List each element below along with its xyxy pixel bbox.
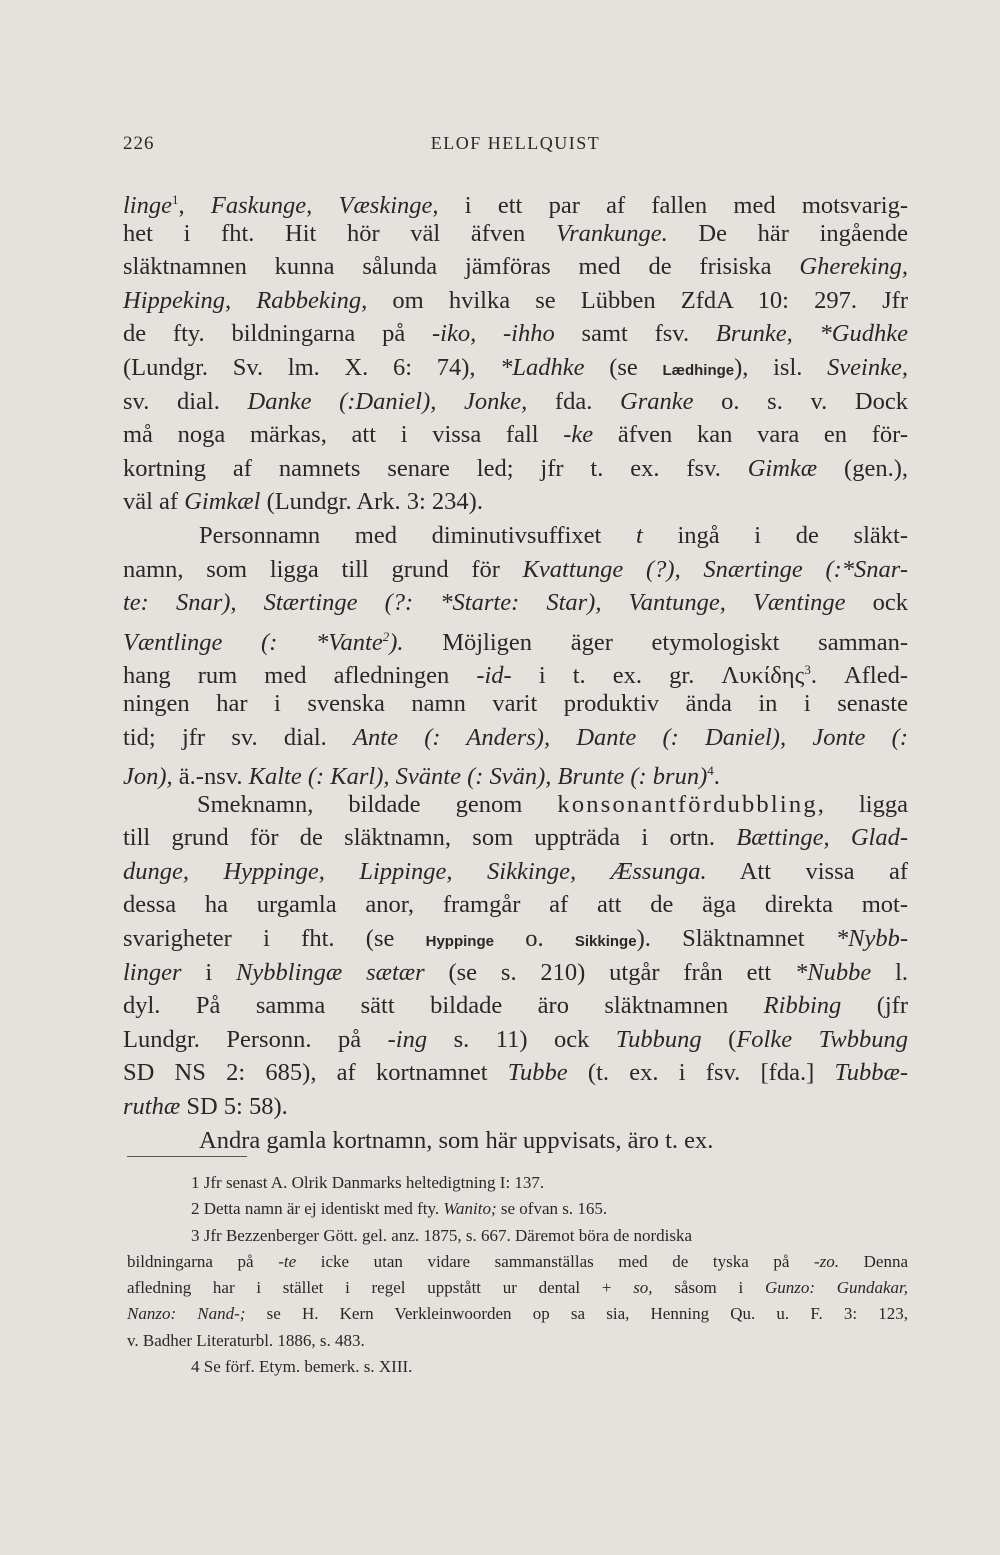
text-line: te: Snar), Stærtinge (?: *Starte: Star), Vantunge, Væntinge ock	[123, 589, 908, 617]
text-line: kortning af namnets senare led; jfr t. ex. fsv. Gimkæ (gen.),	[123, 454, 908, 482]
text-line: SD NS 2: 685), af kortnamnet Tubbe (t. ex. i fsv. [fda.] Tubbæ-	[123, 1059, 908, 1087]
text-line: Smeknamn, bildade genom konsonantfördubbling, ligga	[197, 790, 908, 818]
text-line: Væntlinge (: *Vante$^2$). Möjligen äger etymologiskt samman-	[123, 628, 908, 656]
text-line: linger i Nybblingæ sætær (se s. 210) utgår från ett *Nubbe l.	[123, 958, 909, 986]
text-line: Lundgr. Personn. på -ing s. 11) ock Tubbung (Folke Twbbung	[123, 1025, 908, 1053]
footnote: 4 Se förf. Etym. bemerk. s. XIII.	[191, 1357, 413, 1377]
text-line: linge$^1$, Faskunge, Væskinge, i ett par af fallen med motsvarig-	[123, 192, 908, 220]
text-line: till grund för de släktnamn, som uppträda i ortn. Bættinge, Glad-	[123, 824, 909, 852]
footnote-line: bildningarna på -te icke utan vidare sammanställas med de tyska på -zo. Denna	[127, 1251, 909, 1271]
text-line: Andra gamla kortnamn, som här uppvisats, äro t. ex.	[199, 1126, 714, 1154]
text-line: (Lundgr. Sv. lm. X. 6: 74), *Ladhke (se Lædhinge), isl. Sveinke,	[123, 353, 908, 381]
text-line: hang rum med afledningen -id- i t. ex. gr. Λυκίδης$^3$. Afled-	[123, 662, 908, 690]
text-line: släktnamnen kunna sålunda jämföras med de frisiska Ghereking,	[123, 253, 908, 281]
text-line: Jon), ä.-nsv. Kalte (: Karl), Svänte (: Svän), Brunte (: brun)$^4$.	[123, 763, 720, 791]
text-line: Personnamn med diminutivsuffixet t ingå i de släkt-	[199, 521, 908, 549]
text-line: ningen har i svenska namn varit produktiv ända in i senaste	[123, 689, 908, 717]
page-number: 226	[123, 133, 155, 154]
text-line: het i fht. Hit hör väl äfven Vrankunge. De här ingående	[123, 219, 909, 247]
footnote: 3 Jfr Bezzenberger Gött. gel. anz. 1875, s. 667. Däremot böra de nordiska	[191, 1225, 693, 1245]
running-title: ELOF HELLQUIST	[430, 133, 601, 153]
footnote-line: afledning har i stället i regel uppstått ur dental + so, såsom i Gunzo: Gundakar,	[127, 1278, 909, 1298]
text-line: må noga märkas, att i vissa fall -ke äfven kan vara en för-	[123, 421, 908, 449]
footnote: 1 Jfr senast A. Olrik Danmarks heltedigtning I: 137.	[191, 1173, 545, 1192]
footnote-separator	[127, 1156, 247, 1157]
text-line: ruthæ SD 5: 58).	[123, 1093, 288, 1121]
footnote-line: Nanzo: Nand-; se H. Kern Verkleinwoorden op sa sia, Henning Qu. u. F. 3: 123,	[127, 1304, 909, 1324]
footnote-line: v. Badher Literaturbl. 1886, s. 483.	[127, 1330, 365, 1350]
body-text	[123, 183, 908, 1157]
text-line: väl af Gimkæl (Lundgr. Ark. 3: 234).	[123, 488, 483, 516]
text-line: Hippeking, Rabbeking, om hvilka se Lübben ZfdA 10: 297. Jfr	[123, 286, 908, 314]
text-line: dunge, Hyppinge, Lippinge, Sikkinge, Æssunga. Att vissa af	[123, 857, 908, 885]
footnotes	[127, 1170, 908, 1380]
text-line: de fty. bildningarna på -iko, -ihho samt fsv. Brunke, *Gudhke	[123, 320, 909, 348]
text-line: dyl. På samma sätt bildade äro släktnamnen Ribbing (jfr	[123, 992, 908, 1020]
page-header	[123, 133, 908, 161]
text-line: svarigheter i fht. (se Hyppinge o. Sikkinge). Släktnamnet *Nybb-	[123, 925, 908, 953]
text-line: dessa ha urgamla anor, framgår af att de äga direkta mot-	[123, 891, 908, 919]
text-line: tid; jfr sv. dial. Ante (: Anders), Dante (: Daniel), Jonte (:	[123, 723, 908, 751]
text-line: namn, som ligga till grund för Kvattunge (?), Snærtinge (:*Snar-	[123, 555, 908, 583]
footnote: 2 Detta namn är ej identiskt med fty. Wanito; se ofvan s. 165.	[191, 1199, 608, 1219]
text-line: sv. dial. Danke (:Daniel), Jonke, fda. Granke o. s. v. Dock	[123, 387, 908, 415]
